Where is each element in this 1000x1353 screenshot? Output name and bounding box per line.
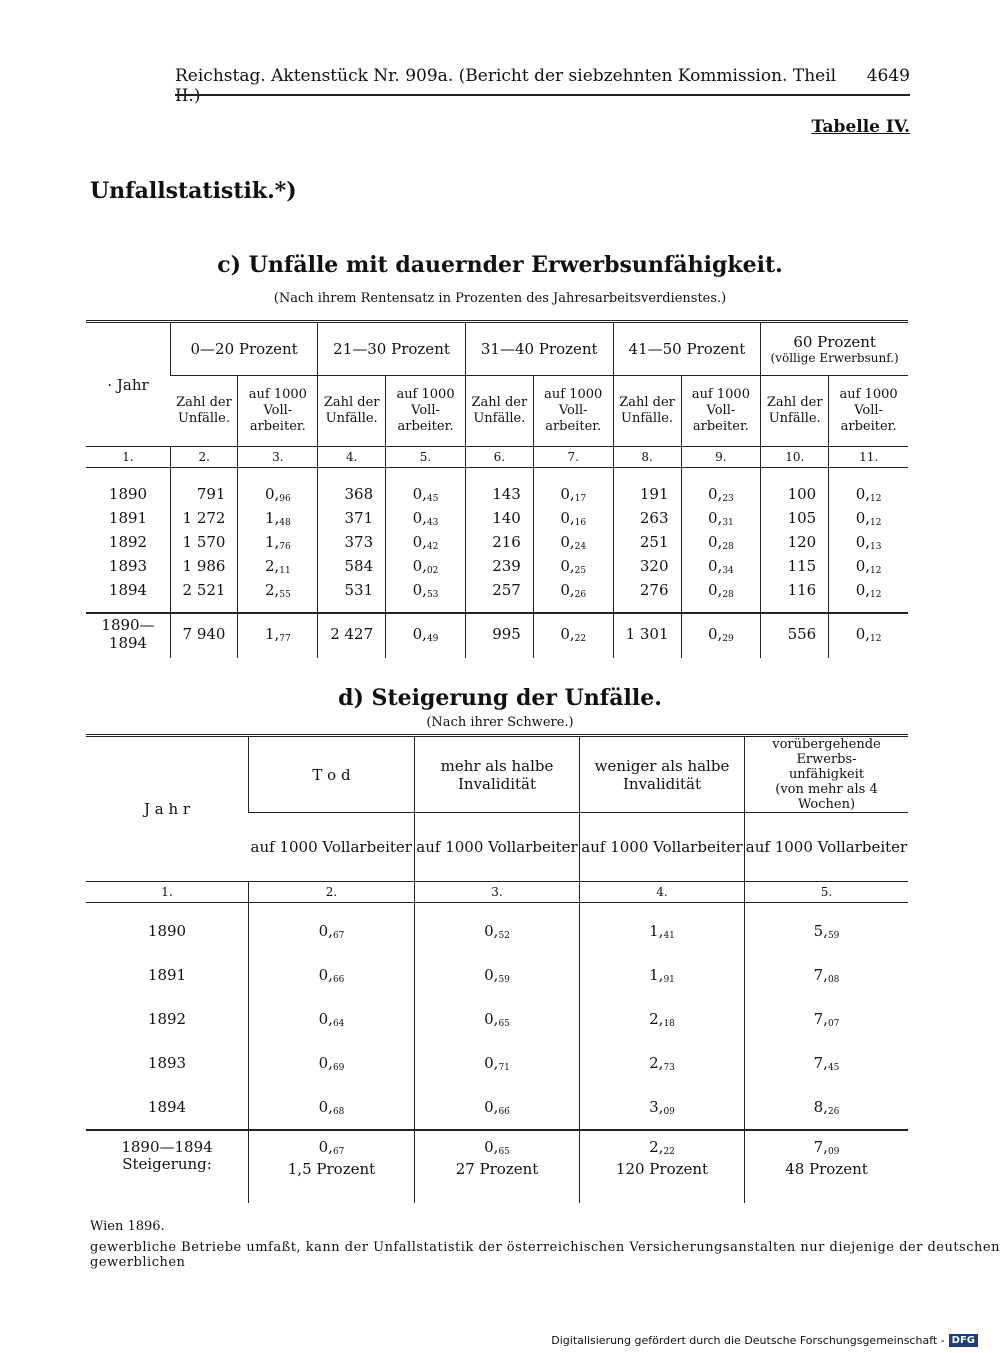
count-cell: 556 xyxy=(761,613,829,658)
value-decimal: 76 xyxy=(279,541,291,552)
count-cell: 143 xyxy=(465,468,533,507)
column-number: 2. xyxy=(249,882,415,903)
value-integer: 0 xyxy=(484,921,494,940)
rate-cell: $0,_{66}$ xyxy=(415,1085,580,1130)
rate-cell: $0,_{13}$ xyxy=(829,530,908,554)
table-c-title: c) Unfälle mit dauernder Erwerbsunfähigkeit. xyxy=(217,252,783,278)
value-decimal: 59 xyxy=(827,930,840,941)
year-cell: 1893 xyxy=(147,1054,187,1072)
value-integer: 0 xyxy=(318,965,329,984)
value-decimal: 65 xyxy=(498,1018,510,1029)
digitization-credit xyxy=(551,1334,978,1347)
value-integer: 0 xyxy=(560,580,570,599)
year-cell: 1891 xyxy=(147,966,187,984)
table-c xyxy=(86,320,908,658)
value-integer: 0 xyxy=(708,624,718,643)
col-jahr-header: J a h r xyxy=(86,736,249,882)
count-cell: 371 xyxy=(318,506,386,530)
rate-cell: $0,_{59}$ xyxy=(415,953,580,997)
value-decimal: 31 xyxy=(722,517,734,528)
value-decimal: 12 xyxy=(870,493,882,504)
value-decimal: 42 xyxy=(426,541,439,552)
header-voruebergehende xyxy=(745,736,909,813)
value-integer: 0 xyxy=(484,965,494,984)
value-integer: 0 xyxy=(708,484,718,503)
year-cell: 1894 xyxy=(147,1098,187,1116)
sub-header-rate: auf 1000 Voll-arbeiter. xyxy=(238,376,318,447)
value-integer: 0 xyxy=(855,556,866,575)
rate-cell: $0,_{31}$ xyxy=(681,506,761,530)
header-line: (von mehr als 4 Wochen) xyxy=(775,782,878,812)
value-decimal: 49 xyxy=(426,633,439,644)
value-integer: 1 xyxy=(264,624,275,643)
value-decimal: 24 xyxy=(574,541,587,552)
table-row xyxy=(86,997,908,1041)
value-integer: 3 xyxy=(649,1097,659,1116)
average-value: $0,_{65}$ xyxy=(484,1138,510,1157)
rate-cell: $0,_{96}$ xyxy=(238,468,318,507)
total-label xyxy=(86,1130,249,1203)
count-cell: 320 xyxy=(613,554,681,578)
count-cell: 2 427 xyxy=(318,613,386,658)
rate-cell: $5,_{59}$ xyxy=(745,903,909,954)
sub-header-count: Zahl der Unfälle. xyxy=(613,376,681,447)
value-integer: 0 xyxy=(560,532,570,551)
value-decimal: 09 xyxy=(827,1147,840,1157)
value-integer: 7 xyxy=(813,1053,824,1072)
value-decimal: 26 xyxy=(574,589,587,600)
year-cell: 1891 xyxy=(108,509,148,527)
value-decimal: 11 xyxy=(279,565,291,576)
value-integer: 0 xyxy=(708,508,718,527)
section-title: Unfallstatistik.*) xyxy=(90,178,297,204)
count-cell: 191 xyxy=(613,468,681,507)
value-integer: 0 xyxy=(412,624,423,643)
value-integer: 0 xyxy=(318,921,329,940)
value-decimal: 07 xyxy=(827,1018,840,1029)
year-cell: 1893 xyxy=(108,557,148,575)
rate-cell: $0,_{65}$ xyxy=(415,997,580,1041)
rate-cell: $0,_{66}$ xyxy=(249,953,415,997)
rate-cell: $0,_{22}$ xyxy=(533,613,613,658)
group-header-line: 60 Prozent xyxy=(793,333,876,351)
increase-value: 1,5 Prozent xyxy=(287,1160,376,1178)
group-header xyxy=(761,322,908,376)
table-row xyxy=(86,468,908,507)
sub-header-count: Zahl der Unfälle. xyxy=(318,376,386,447)
rate-cell: $2,_{55}$ xyxy=(238,578,318,613)
value-decimal: 23 xyxy=(722,493,734,504)
value-decimal: 53 xyxy=(426,589,439,600)
value-decimal: 66 xyxy=(332,974,345,985)
rate-cell: $0,_{64}$ xyxy=(249,997,415,1041)
value-decimal: 67 xyxy=(332,1147,345,1157)
value-integer: 8 xyxy=(813,1097,824,1116)
group-header: 21—30 Prozent xyxy=(318,322,466,376)
count-cell: 7 940 xyxy=(171,613,238,658)
dfg-logo: DFG xyxy=(949,1334,978,1347)
count-cell: 216 xyxy=(465,530,533,554)
rate-cell: $0,_{12}$ xyxy=(829,613,908,658)
count-cell: 373 xyxy=(318,530,386,554)
value-decimal: 64 xyxy=(332,1018,345,1029)
value-decimal: 12 xyxy=(870,633,882,644)
year-cell: 1892 xyxy=(147,1010,187,1028)
rate-cell: $0,_{16}$ xyxy=(533,506,613,530)
rate-cell: $0,_{68}$ xyxy=(249,1085,415,1130)
table-row xyxy=(86,1085,908,1130)
sub-header-count: Zahl der Unfälle. xyxy=(761,376,829,447)
rate-cell: $1,_{91}$ xyxy=(580,953,745,997)
footnote-line: gewerbliche Betriebe umfaßt, kann der Unfallstatistik der österreichischen Versicherungsanstalten nur diejenige der deutschen gewerblichen xyxy=(90,1240,1000,1270)
value-integer: 0 xyxy=(560,624,570,643)
total-cell xyxy=(415,1130,580,1203)
column-number: 1. xyxy=(86,447,171,468)
increase-value: 120 Prozent xyxy=(615,1160,709,1178)
increase-value: 48 Prozent xyxy=(785,1160,868,1178)
year-cell: 1892 xyxy=(108,533,148,551)
rate-cell: $7,_{08}$ xyxy=(745,953,909,997)
count-cell: 1 570 xyxy=(171,530,238,554)
header-rule xyxy=(175,94,910,96)
header-line: vorübergehende Erwerbs- xyxy=(772,737,881,767)
rate-cell: $1,_{77}$ xyxy=(238,613,318,658)
value-decimal: 13 xyxy=(870,541,882,552)
credit-text: Digitalisierung gefördert durch die Deutsche Forschungsgemeinschaft - xyxy=(551,1334,945,1347)
value-integer: 0 xyxy=(560,556,570,575)
header-tod: T o d xyxy=(249,736,415,813)
table-d xyxy=(86,734,908,1203)
value-integer: 0 xyxy=(318,1009,329,1028)
column-number: 3. xyxy=(238,447,318,468)
count-cell: 2 521 xyxy=(171,578,238,613)
column-number: 7. xyxy=(533,447,613,468)
rate-cell: $2,_{11}$ xyxy=(238,554,318,578)
table-row xyxy=(86,903,908,954)
value-integer: 0 xyxy=(855,484,866,503)
sub-header-count: Zahl der Unfälle. xyxy=(465,376,533,447)
rate-cell: $0,_{12}$ xyxy=(829,468,908,507)
rate-cell: $7,_{45}$ xyxy=(745,1041,909,1085)
header-line: unfähigkeit xyxy=(788,767,865,782)
value-integer: 7 xyxy=(813,1009,824,1028)
value-decimal: 67 xyxy=(332,930,345,941)
count-cell: 1 301 xyxy=(613,613,681,658)
rate-cell: $0,_{71}$ xyxy=(415,1041,580,1085)
column-number: 5. xyxy=(745,882,909,903)
value-integer: 0 xyxy=(264,484,275,503)
year-cell: 1890 xyxy=(147,922,187,940)
value-decimal: 09 xyxy=(663,1106,675,1117)
rate-cell: $0,_{34}$ xyxy=(681,554,761,578)
rate-cell: $0,_{28}$ xyxy=(681,530,761,554)
value-decimal: 91 xyxy=(663,974,675,985)
table-row xyxy=(86,1041,908,1085)
count-cell: 105 xyxy=(761,506,829,530)
value-integer: 0 xyxy=(412,556,423,575)
value-decimal: 17 xyxy=(574,493,587,504)
value-integer: 0 xyxy=(412,580,423,599)
value-decimal: 45 xyxy=(426,493,439,504)
table-d-subtitle: (Nach ihrer Schwere.) xyxy=(426,715,574,730)
rate-cell: $2,_{18}$ xyxy=(580,997,745,1041)
sub-header-rate: auf 1000 Voll-arbeiter. xyxy=(533,376,613,447)
value-integer: 0 xyxy=(484,1097,494,1116)
rate-cell: $0,_{23}$ xyxy=(681,468,761,507)
value-decimal: 71 xyxy=(498,1062,510,1073)
value-decimal: 68 xyxy=(332,1106,345,1117)
column-number: 3. xyxy=(415,882,580,903)
table-row xyxy=(86,578,908,613)
footnote-line: Wien 1896. xyxy=(90,1219,165,1234)
value-integer: 0 xyxy=(484,1009,494,1028)
value-integer: 2 xyxy=(264,556,275,575)
sub-header-rate: auf 1000 Voll-arbeiter. xyxy=(829,376,908,447)
rate-cell: $0,_{02}$ xyxy=(386,554,466,578)
sub-header-count: Zahl der Unfälle. xyxy=(171,376,238,447)
count-cell: 276 xyxy=(613,578,681,613)
increase-value: 27 Prozent xyxy=(455,1160,539,1178)
rate-cell: $0,_{28}$ xyxy=(681,578,761,613)
value-decimal: 65 xyxy=(498,1147,510,1157)
header-line: Invalidität xyxy=(458,774,536,793)
value-integer: 0 xyxy=(855,624,866,643)
rate-cell: $0,_{43}$ xyxy=(386,506,466,530)
value-integer: 0 xyxy=(412,532,423,551)
value-decimal: 26 xyxy=(827,1106,840,1117)
year-cell: 1894 xyxy=(108,581,148,599)
rate-cell: $1,_{41}$ xyxy=(580,903,745,954)
year-cell: 1890—1894 xyxy=(86,613,171,658)
table-row xyxy=(86,554,908,578)
total-label-line: Steigerung: xyxy=(122,1155,212,1173)
value-integer: 0 xyxy=(855,580,866,599)
value-decimal: 77 xyxy=(279,633,291,644)
value-decimal: 28 xyxy=(722,541,734,552)
header-title: Reichstag. Aktenstück Nr. 909a. (Bericht der siebzehnten Kommission. Theil II.) xyxy=(175,66,837,106)
rate-cell: $0,_{52}$ xyxy=(415,903,580,954)
value-integer: 0 xyxy=(484,1053,494,1072)
value-decimal: 22 xyxy=(574,633,587,644)
value-integer: 0 xyxy=(318,1097,329,1116)
value-integer: 2 xyxy=(649,1138,659,1156)
value-integer: 1 xyxy=(264,508,275,527)
average-value: $7,_{09}$ xyxy=(813,1138,840,1157)
value-integer: 0 xyxy=(855,508,866,527)
value-integer: 0 xyxy=(855,532,866,551)
rate-cell: $2,_{73}$ xyxy=(580,1041,745,1085)
column-number: 4. xyxy=(318,447,386,468)
value-decimal: 73 xyxy=(663,1062,675,1073)
header-mehr-als-halbe xyxy=(415,736,580,813)
rate-cell: $0,_{45}$ xyxy=(386,468,466,507)
value-decimal: 48 xyxy=(279,517,291,528)
year-cell: 1890 xyxy=(108,485,148,503)
value-integer: 2 xyxy=(649,1053,659,1072)
total-cell xyxy=(580,1130,745,1203)
rate-cell: $7,_{07}$ xyxy=(745,997,909,1041)
count-cell: 995 xyxy=(465,613,533,658)
sub-header-rate: auf 1000 Voll-arbeiter. xyxy=(386,376,466,447)
value-decimal: 69 xyxy=(332,1062,345,1073)
count-cell: 791 xyxy=(171,468,238,507)
count-cell: 115 xyxy=(761,554,829,578)
rate-cell: $0,_{12}$ xyxy=(829,506,908,530)
table-row xyxy=(86,953,908,997)
rate-cell: $0,_{24}$ xyxy=(533,530,613,554)
value-decimal: 12 xyxy=(870,589,882,600)
value-integer: 7 xyxy=(813,965,824,984)
table-label: Tabelle IV. xyxy=(811,117,910,137)
col-jahr-header: · Jahr xyxy=(86,322,171,447)
value-decimal: 25 xyxy=(574,565,587,576)
rate-cell: $0,_{42}$ xyxy=(386,530,466,554)
sub-header: auf 1000 Vollarbeiter xyxy=(580,813,745,882)
count-cell: 116 xyxy=(761,578,829,613)
average-value: $2,_{22}$ xyxy=(649,1138,675,1157)
value-integer: 0 xyxy=(412,484,423,503)
column-number: 6. xyxy=(465,447,533,468)
value-integer: 0 xyxy=(484,1138,494,1156)
column-number: 4. xyxy=(580,882,745,903)
value-decimal: 55 xyxy=(279,589,291,600)
value-decimal: 16 xyxy=(574,517,587,528)
count-cell: 368 xyxy=(318,468,386,507)
rate-cell: $0,_{53}$ xyxy=(386,578,466,613)
rate-cell: $0,_{67}$ xyxy=(249,903,415,954)
table-row xyxy=(86,506,908,530)
value-integer: 1 xyxy=(649,965,659,984)
header-line: mehr als halbe xyxy=(440,756,554,775)
rate-cell: $0,_{12}$ xyxy=(829,554,908,578)
value-decimal: 02 xyxy=(426,565,439,576)
group-header: 31—40 Prozent xyxy=(465,322,613,376)
value-integer: 0 xyxy=(708,532,718,551)
count-cell: 140 xyxy=(465,506,533,530)
value-integer: 0 xyxy=(560,508,570,527)
value-decimal: 12 xyxy=(870,517,882,528)
count-cell: 263 xyxy=(613,506,681,530)
column-number: 9. xyxy=(681,447,761,468)
value-integer: 0 xyxy=(318,1053,329,1072)
sub-header: auf 1000 Vollarbeiter xyxy=(415,813,580,882)
running-header xyxy=(175,66,910,106)
value-decimal: 43 xyxy=(426,517,439,528)
count-cell: 120 xyxy=(761,530,829,554)
rate-cell: $0,_{26}$ xyxy=(533,578,613,613)
value-integer: 0 xyxy=(560,484,570,503)
value-integer: 0 xyxy=(318,1138,329,1156)
header-line: weniger als halbe xyxy=(594,756,730,775)
group-header: 41—50 Prozent xyxy=(613,322,761,376)
count-cell: 100 xyxy=(761,468,829,507)
rate-cell: $0,_{17}$ xyxy=(533,468,613,507)
column-number: 5. xyxy=(386,447,466,468)
group-header: 0—20 Prozent xyxy=(171,322,318,376)
value-decimal: 12 xyxy=(870,565,882,576)
count-cell: 1 272 xyxy=(171,506,238,530)
value-decimal: 45 xyxy=(827,1062,840,1073)
value-decimal: 28 xyxy=(722,589,734,600)
value-integer: 1 xyxy=(264,532,275,551)
sub-header: auf 1000 Vollarbeiter xyxy=(249,813,415,882)
value-decimal: 29 xyxy=(722,633,734,644)
header-weniger-als-halbe xyxy=(580,736,745,813)
value-decimal: 08 xyxy=(827,974,840,985)
value-decimal: 96 xyxy=(279,493,291,504)
page-number: 4649 xyxy=(866,66,910,86)
total-label-line: 1890—1894 xyxy=(121,1138,213,1156)
table-row xyxy=(86,530,908,554)
column-number: 8. xyxy=(613,447,681,468)
rate-cell: $0,_{29}$ xyxy=(681,613,761,658)
sub-header-rate: auf 1000 Voll-arbeiter. xyxy=(681,376,761,447)
rate-cell: $0,_{69}$ xyxy=(249,1041,415,1085)
rate-cell: $0,_{49}$ xyxy=(386,613,466,658)
sub-header: auf 1000 Vollarbeiter xyxy=(745,813,909,882)
count-cell: 239 xyxy=(465,554,533,578)
value-integer: 1 xyxy=(649,921,659,940)
value-decimal: 59 xyxy=(498,974,510,985)
value-integer: 0 xyxy=(412,508,423,527)
count-cell: 251 xyxy=(613,530,681,554)
value-decimal: 41 xyxy=(663,930,675,941)
value-integer: 7 xyxy=(813,1138,824,1156)
rate-cell: $1,_{76}$ xyxy=(238,530,318,554)
count-cell: 584 xyxy=(318,554,386,578)
total-cell xyxy=(249,1130,415,1203)
rate-cell: $0,_{25}$ xyxy=(533,554,613,578)
group-header-line: (völlige Erwerbsunf.) xyxy=(770,351,899,365)
count-cell: 1 986 xyxy=(171,554,238,578)
value-integer: 5 xyxy=(813,921,824,940)
rate-cell: $0,_{12}$ xyxy=(829,578,908,613)
column-number: 2. xyxy=(171,447,238,468)
table-c-subtitle: (Nach ihrem Rentensatz in Prozenten des Jahresarbeitsverdienstes.) xyxy=(273,291,727,306)
column-number: 10. xyxy=(761,447,829,468)
value-decimal: 66 xyxy=(498,1106,510,1117)
value-decimal: 34 xyxy=(722,565,734,576)
average-value: $0,_{67}$ xyxy=(318,1138,345,1157)
rate-cell: $3,_{09}$ xyxy=(580,1085,745,1130)
count-cell: 257 xyxy=(465,578,533,613)
value-integer: 0 xyxy=(708,556,718,575)
table-d-title: d) Steigerung der Unfälle. xyxy=(338,685,662,711)
column-number: 1. xyxy=(86,882,249,903)
column-number: 11. xyxy=(829,447,908,468)
rate-cell: $1,_{48}$ xyxy=(238,506,318,530)
value-integer: 2 xyxy=(649,1009,659,1028)
header-line: Invalidität xyxy=(623,774,701,793)
value-integer: 2 xyxy=(264,580,275,599)
value-decimal: 52 xyxy=(498,930,510,941)
rate-cell: $8,_{26}$ xyxy=(745,1085,909,1130)
count-cell: 531 xyxy=(318,578,386,613)
value-integer: 0 xyxy=(708,580,718,599)
value-decimal: 22 xyxy=(663,1147,675,1157)
value-decimal: 18 xyxy=(663,1018,675,1029)
total-cell xyxy=(745,1130,909,1203)
